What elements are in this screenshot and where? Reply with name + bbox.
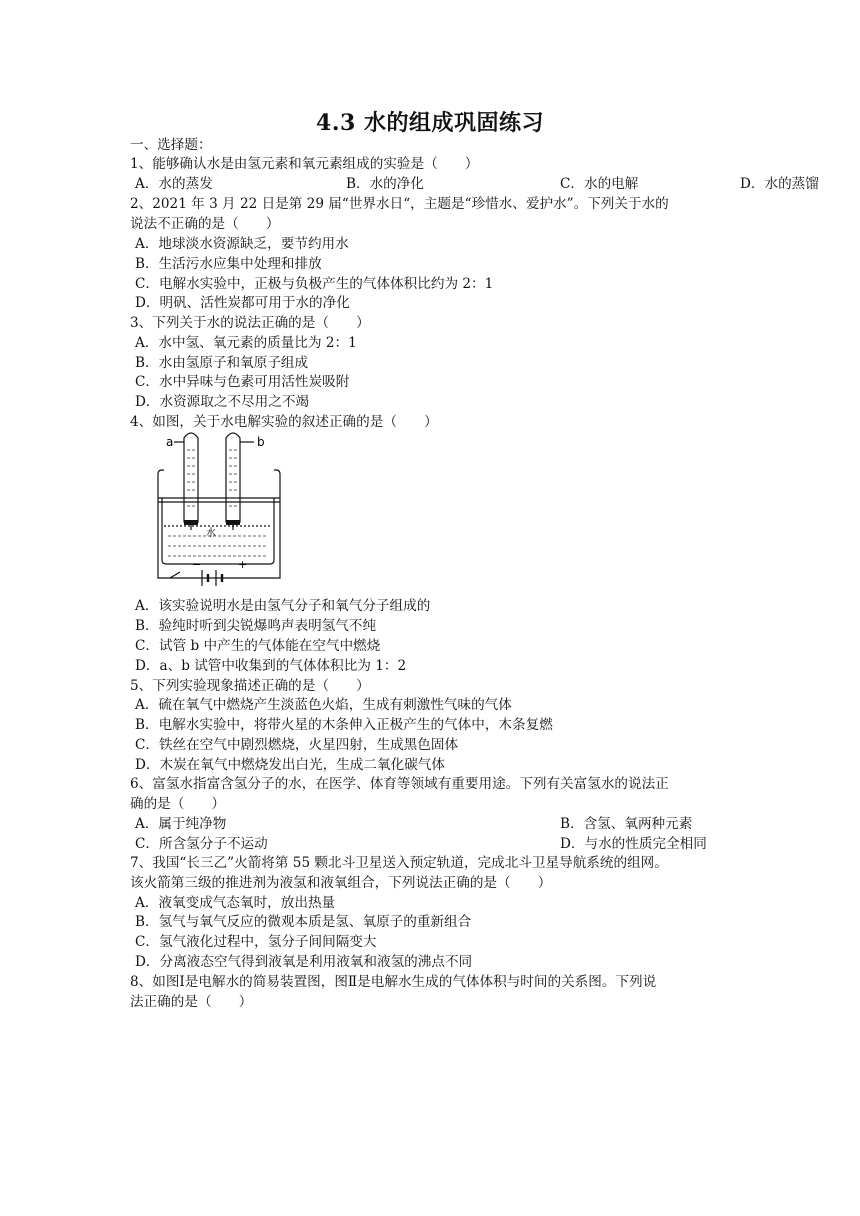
section-heading: 一、选择题：	[130, 137, 212, 153]
q6-stem-line-1: 6、富氢水指富含氢分子的水，在医学、体育等领域有重要用途。下列有关富氢水的说法正	[130, 776, 669, 792]
q2-option-c: C．电解水实验中，正极与负极产生的气体体积比约为 2：1	[135, 276, 494, 292]
q6-stem-line-2: 确的是（ ）	[130, 796, 226, 812]
q3-option-d: D．水资源取之不尽用之不竭	[135, 394, 310, 410]
q5-option-a: A．硫在氧气中燃烧产生淡蓝色火焰，生成有刺激性气味的气体	[135, 697, 512, 713]
q7-option-c: C．氢气液化过程中，氢分子间间隔变大	[135, 934, 377, 950]
q5-option-c: C．铁丝在空气中剧烈燃烧，火星四射，生成黑色固体	[135, 737, 459, 753]
q2-option-a: A．地球淡水资源缺乏，要节约用水	[135, 236, 349, 252]
q2-stem-line-1: 2、2021 年 3 月 22 日是第 29 届“世界水日“，主题是“珍惜水、爱护水”。下列关于水的	[130, 196, 669, 212]
q6-option-a: A．属于纯净物	[135, 816, 227, 832]
q8-stem-line-2: 法正确的是（ ）	[130, 994, 253, 1010]
q7-stem-line-2: 该火箭第三级的推进剂为液氢和液氧组合，下列说法正确的是（ ）	[130, 875, 552, 891]
q4-option-a: A．该实验说明水是由氢气分子和氧气分子组成的	[135, 598, 431, 614]
q2-option-b: B．生活污水应集中处理和排放	[135, 256, 322, 272]
q7-option-b: B．氢气与氧气反应的微观本质是氢、氧原子的重新组合	[135, 914, 472, 930]
q7-stem-line-1: 7、我国“长三乙”火箭将第 55 颗北斗卫星送入预定轨道，完成北斗卫星导航系统的组网。	[130, 855, 668, 871]
q1-option-c: C．水的电解	[560, 176, 639, 192]
label-b: b	[257, 435, 265, 449]
page-title: 4.3 水的组成巩固练习	[316, 110, 544, 136]
q4-option-d: D．a、b 试管中收集到的气体体积比为 1：2	[135, 658, 407, 674]
test-tube-b	[226, 433, 240, 522]
q4-option-b: B．验纯时听到尖锐爆鸣声表明氢气不纯	[135, 618, 377, 634]
q5-option-b: B．电解水实验中，将带火星的木条伸入正极产生的气体中，木条复燃	[135, 717, 553, 733]
electrode-b	[226, 520, 240, 525]
q3-stem: 3、下列关于水的说法正确的是（ ）	[130, 315, 370, 331]
electrolysis-apparatus-figure	[140, 430, 290, 596]
q3-option-b: B．水由氢原子和氧原子组成	[135, 355, 309, 371]
electrode-a	[184, 520, 198, 525]
q7-option-d: D．分离液态空气得到液氧是利用液氧和液氢的沸点不同	[135, 954, 473, 970]
q4-option-c: C．试管 b 中产生的气体能在空气中燃烧	[135, 638, 381, 654]
q6-option-c: C．所含氢分子不运动	[135, 836, 268, 852]
q1-option-b: B．水的净化	[346, 176, 424, 192]
q1-option-a: A．水的蒸发	[135, 176, 213, 192]
q5-stem: 5、下列实验现象描述正确的是（ ）	[130, 678, 370, 694]
q6-option-d: D．与水的性质完全相同	[560, 836, 707, 852]
label-minus: −	[192, 558, 202, 571]
q6-option-b: B．含氢、氧两种元素	[560, 816, 693, 832]
q8-stem-line-1: 8、如图Ⅰ是电解水的简易装置图，图Ⅱ是电解水生成的气体体积与时间的关系图。下列说	[130, 974, 657, 990]
q2-option-d: D．明矾、活性炭都可用于水的净化	[135, 295, 350, 311]
beaker	[162, 498, 274, 564]
label-water: 水	[206, 528, 216, 539]
label-a: a	[166, 435, 174, 449]
q4-stem: 4、如图，关于水电解实验的叙述正确的是（ ）	[130, 414, 438, 430]
q3-option-c: C．水中异味与色素可用活性炭吸附	[135, 374, 350, 390]
q7-option-a: A．液氧变成气态氧时，放出热量	[135, 895, 336, 911]
test-tube-a	[184, 433, 198, 522]
q5-option-d: D．木炭在氧气中燃烧发出白光，生成二氧化碳气体	[135, 757, 445, 773]
q1-stem: 1、能够确认水是由氢元素和氧元素组成的实验是（ ）	[130, 156, 479, 172]
label-plus: +	[238, 558, 248, 571]
q3-option-a: A．水中氢、氧元素的质量比为 2：1	[135, 335, 357, 351]
q1-option-d: D．水的蒸馏	[740, 176, 819, 192]
q2-stem-line-2: 说法不正确的是（ ）	[130, 216, 280, 232]
